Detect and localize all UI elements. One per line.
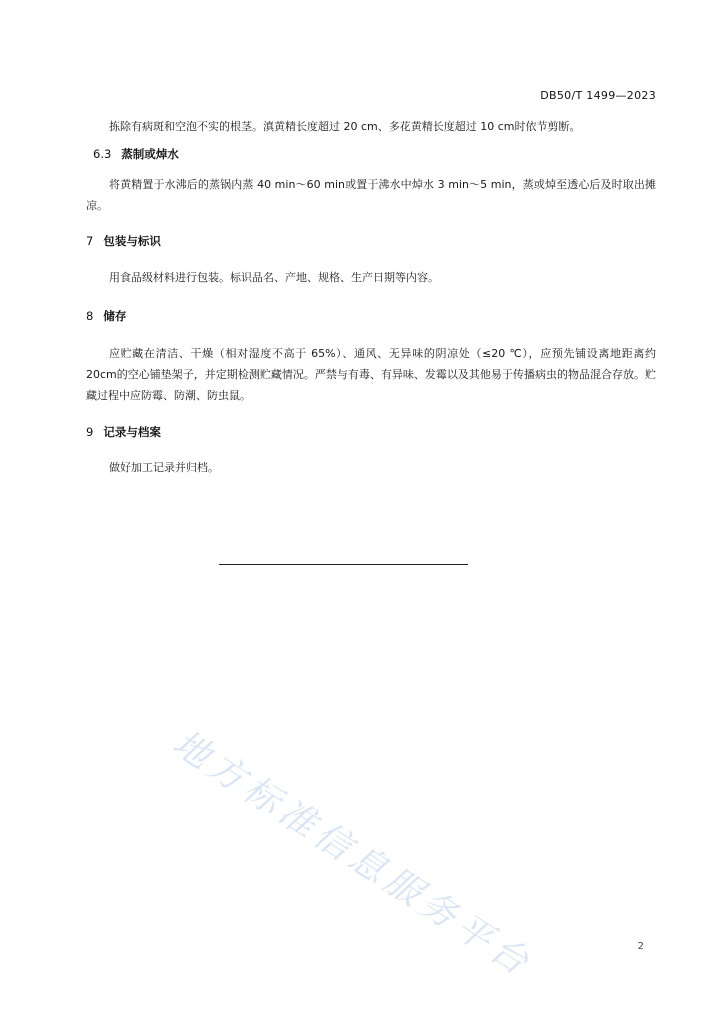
section-number: 8 [86,309,94,323]
section-title: 蒸制或焯水 [121,147,179,161]
section-title: 记录与档案 [103,425,161,439]
section-paragraph-7: 用食品级材料进行包装。标识品名、产地、规格、生产日期等内容。 [109,271,439,284]
section-heading-7 [86,233,161,249]
section-paragraph-6-3: 将黄精置于水沸后的蒸锅内蒸 40 min～60 min或置于沸水中焯水 3 min～5 min，蒸或焯至透心后及时取出摊凉。 [86,178,656,212]
section-heading-9 [86,424,161,440]
section-number: 9 [86,425,94,439]
document-code: DB50/T 1499—2023 [540,89,656,102]
end-of-document-rule [219,564,468,565]
section-heading-6-3 [93,146,179,162]
section-title: 包装与标识 [103,234,161,248]
watermark-text: 地方标准信息服务平台 [165,722,540,986]
section-number: 7 [86,234,94,248]
section-paragraph-9: 做好加工记录并归档。 [109,461,219,474]
section-heading-8 [86,308,126,324]
section-title: 储存 [103,309,127,323]
intro-paragraph: 拣除有病斑和空泡不实的根茎。滇黄精长度超过 20 cm、多花黄精长度超过 10 cm时依节剪断。 [109,120,581,133]
section-paragraph-8: 应贮藏在清洁、干燥（相对湿度不高于 65%）、通风、无异味的阴凉处（≤20 ℃），应预先铺设离地距离约 20cm的空心铺垫架子，并定期检测贮藏情况。严禁与有毒、有异味、发霉以及其他易于传播病虫的物品混合存放。贮藏过程中应防霉、防潮、防虫鼠。 [86,347,656,402]
section-number: 6.3 [93,147,112,161]
page-number: 2 [637,941,644,952]
